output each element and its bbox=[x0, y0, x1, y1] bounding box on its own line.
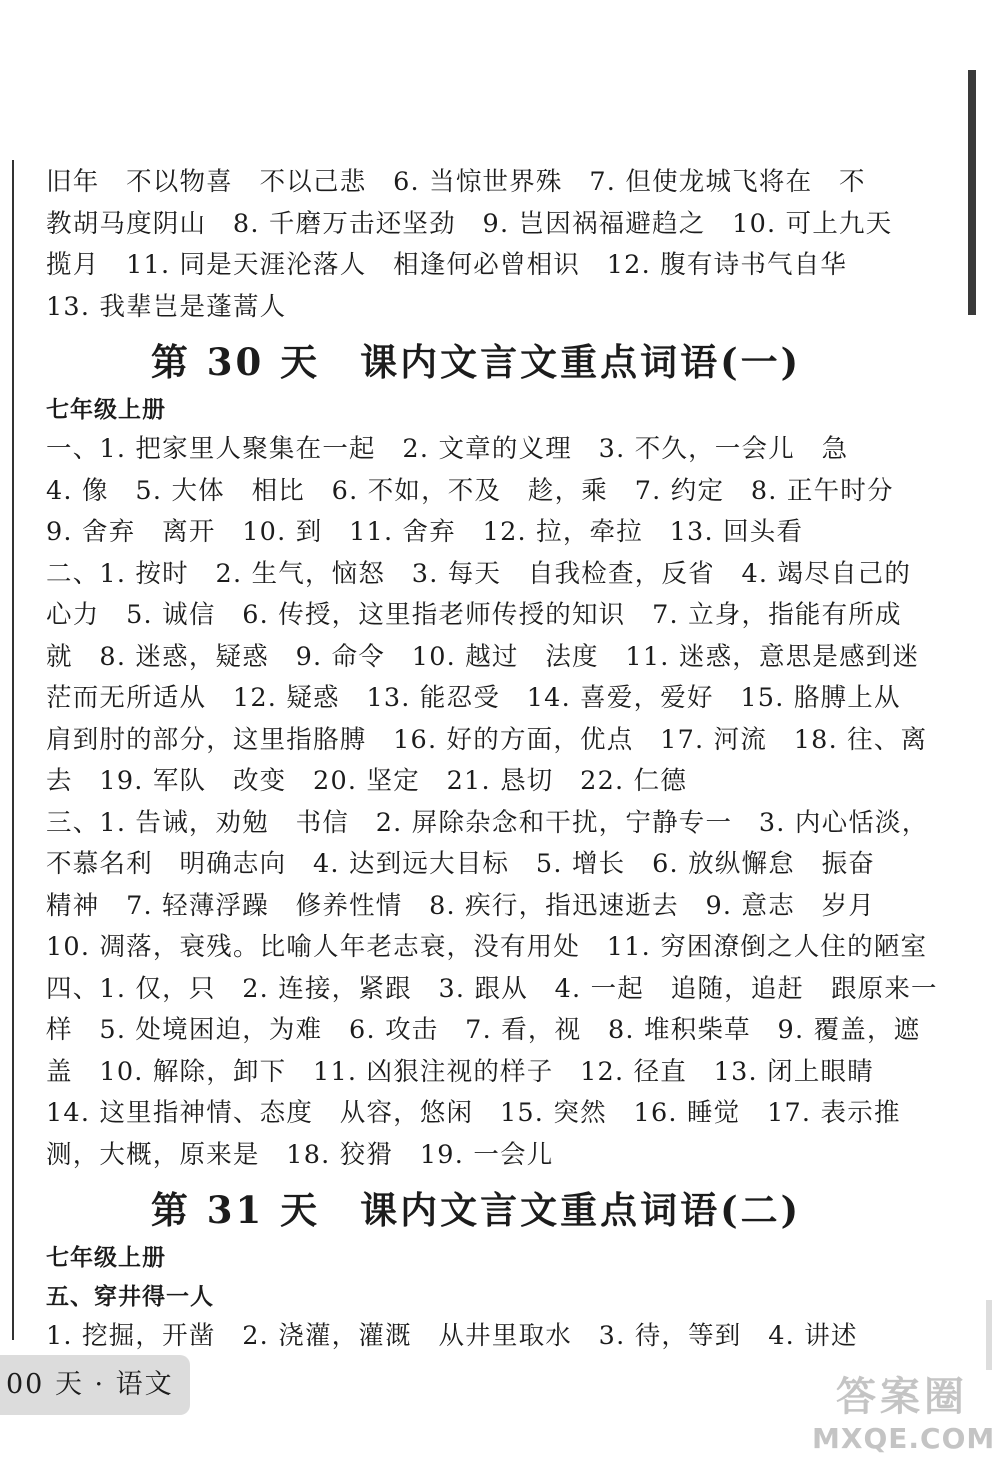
answer-continuation-block bbox=[46, 162, 906, 328]
text-line: 三、1. 告诫，劝勉 书信 2. 屏除杂念和干扰，宁静专一 3. 内心恬淡， bbox=[46, 807, 929, 838]
text-line: 茫而无所适从 12. 疑惑 13. 能忍受 14. 喜爱，爱好 15. 胳膊上从 bbox=[46, 683, 901, 713]
text-line: 就 8. 迷惑，疑惑 9. 命令 10. 越过 法度 11. 迷惑，意思是感到迷 bbox=[46, 641, 920, 672]
text-line: 10. 凋落，衰残。比喻人年老志衰，没有用处 11. 穷困潦倒之人住的陋室 bbox=[46, 932, 928, 962]
text-line: 14. 这里指神情、态度 从容，悠闲 15. 突然 16. 睡觉 17. 表示推 bbox=[46, 1098, 901, 1128]
watermark-text-cn: 答案圈 bbox=[836, 1374, 968, 1420]
text-line: 揽月 11. 同是天涯沦落人 相逢何必曾相识 12. 腹有诗书气自华 bbox=[46, 250, 848, 280]
day31-heading: 第 31 天 课内文言文重点词语(二) bbox=[150, 1188, 802, 1232]
text-line: 去 19. 军队 改变 20. 坚定 21. 恳切 22. 仁德 bbox=[46, 766, 688, 796]
page-edge-shadow bbox=[968, 70, 976, 315]
text-line: 一、1. 把家里人聚集在一起 2. 文章的义理 3. 不久，一会儿 急 bbox=[46, 434, 849, 464]
text-line: 4. 像 5. 大体 相比 6. 不如，不及 趁，乘 7. 约定 8. 正午时分 bbox=[46, 475, 894, 506]
watermark-logo bbox=[812, 1372, 996, 1464]
text-line: 教胡马度阴山 8. 千磨万击还坚劲 9. 岂因祸福避趋之 10. 可上九天 bbox=[46, 208, 893, 239]
text-line: 精神 7. 轻薄浮躁 修养性情 8. 疾行，指迅速逝去 9. 意志 岁月 bbox=[46, 890, 876, 921]
text-line: 心力 5. 诚信 6. 传授，这里指老师传授的知识 7. 立身，指能有所成 bbox=[46, 600, 902, 630]
text-line: 肩到肘的部分，这里指胳膊 16. 好的方面，优点 17. 河流 18. 往、离 bbox=[46, 724, 928, 755]
text-line: 不慕名利 明确志向 4. 达到远大目标 5. 增长 6. 放纵懈怠 振奋 bbox=[46, 849, 876, 879]
text-line: 13. 我辈岂是蓬蒿人 bbox=[46, 291, 287, 322]
text-line: 盖 10. 解除，卸下 11. 凶狠注视的样子 12. 径直 13. 闭上眼睛 bbox=[46, 1056, 874, 1087]
text-line: 测，大概，原来是 18. 狡猾 19. 一会儿 bbox=[46, 1139, 554, 1170]
text-line: 旧年 不以物喜 不以己悲 6. 当惊世界殊 7. 但使龙城飞将在 不 bbox=[46, 167, 866, 197]
watermark-text-en: MXQE.COM bbox=[812, 1422, 996, 1455]
day30-grade-label: 七年级上册 bbox=[46, 396, 166, 423]
footer-label: 00 天 · 语文 bbox=[6, 1369, 174, 1400]
text-line: 9. 舍弃 离开 10. 到 11. 舍弃 12. 拉，牵拉 13. 回头看 bbox=[46, 517, 804, 547]
text-line: 四、1. 仅，只 2. 连接，紧跟 3. 跟从 4. 一起 追随，追赶 跟原来一 bbox=[46, 973, 938, 1004]
day30-heading: 第 30 天 课内文言文重点词语(一) bbox=[150, 340, 802, 384]
left-margin-rule bbox=[12, 160, 14, 1340]
day31-answers bbox=[46, 1316, 906, 1358]
day31-section-title: 五、穿井得一人 bbox=[46, 1283, 214, 1310]
day30-answers bbox=[46, 429, 938, 1176]
footer-page-tab bbox=[0, 1355, 190, 1415]
text-line: 二、1. 按时 2. 生气，恼怒 3. 每天 自我检查，反省 4. 竭尽自己的 bbox=[46, 558, 912, 589]
page-edge-shadow-lower bbox=[986, 1300, 992, 1370]
page-content bbox=[46, 162, 938, 1358]
text-line: 1. 挖掘，开凿 2. 浇灌，灌溉 从井里取水 3. 待，等到 4. 讲述 bbox=[46, 1321, 858, 1351]
day31-grade-label: 七年级上册 bbox=[46, 1244, 166, 1271]
text-line: 样 5. 处境困迫，为难 6. 攻击 7. 看，视 8. 堆积柴草 9. 覆盖，遮 bbox=[46, 1015, 921, 1045]
